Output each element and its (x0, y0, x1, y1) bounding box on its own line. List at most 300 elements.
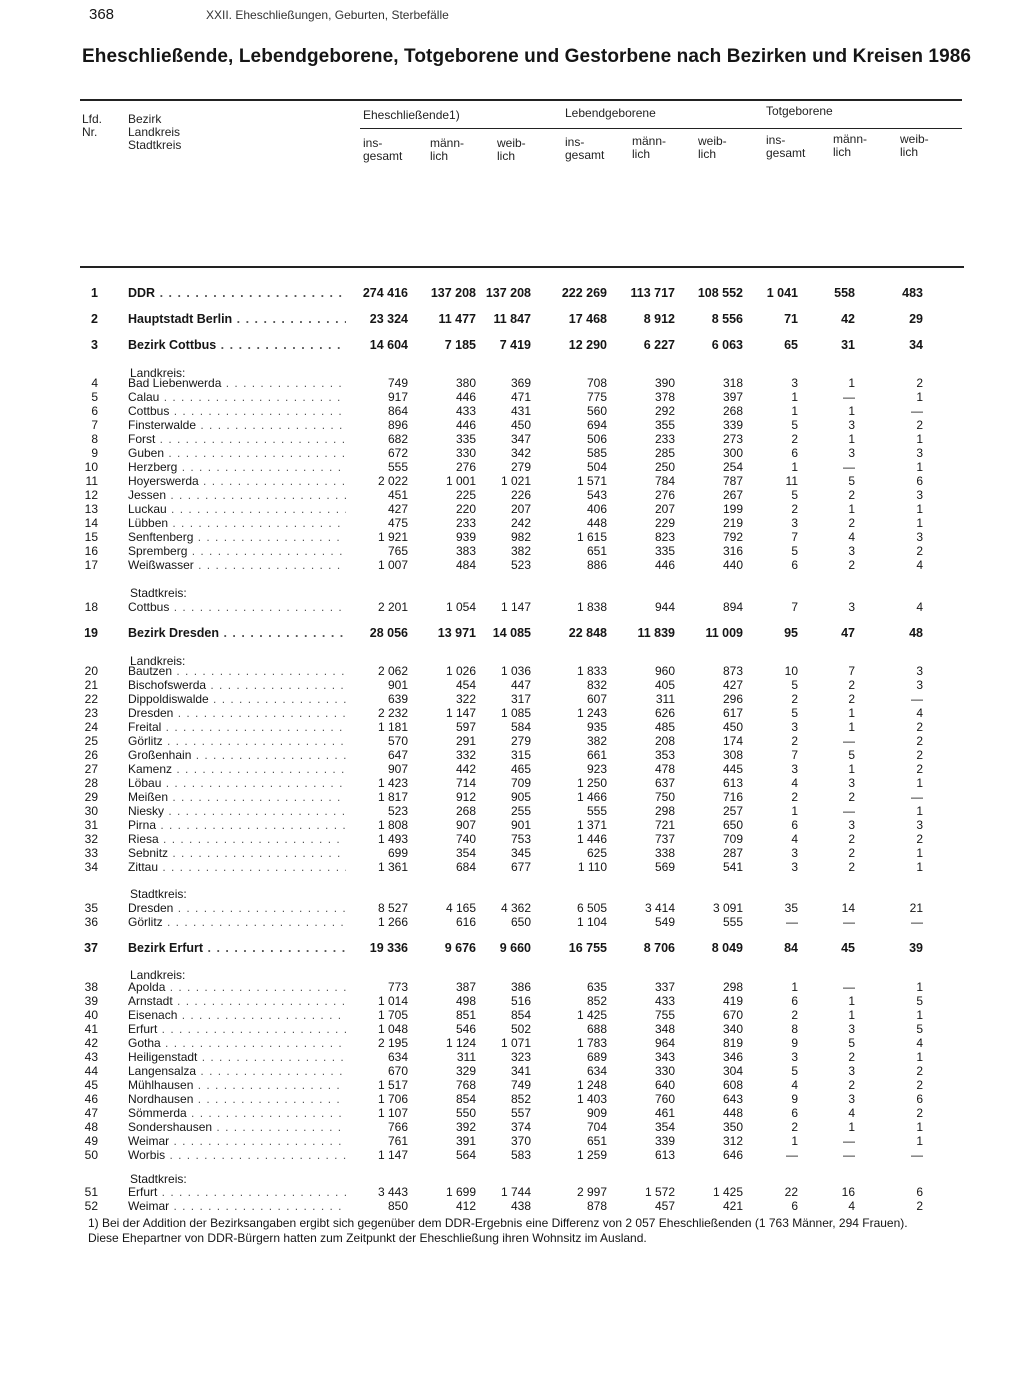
cell-l-weiblich: 300 (722, 446, 743, 460)
table-row (0, 446, 1024, 460)
cell-t-weiblich: 1 (916, 390, 923, 404)
row-number: 6 (91, 404, 98, 418)
cell-e-maennlich: 446 (455, 418, 476, 432)
row-number: 10 (84, 460, 98, 474)
cell-l-insgesamt: 382 (586, 734, 607, 748)
cell-l-insgesamt: 1 250 (576, 776, 607, 790)
cell-t-maennlich: 3 (848, 418, 855, 432)
cell-l-insgesamt: 555 (586, 804, 607, 818)
cell-l-maennlich: 485 (654, 720, 675, 734)
cell-t-maennlich: 2 (848, 790, 855, 804)
table-row (0, 734, 1024, 748)
cell-e-maennlich: 1 054 (445, 600, 476, 614)
row-number: 14 (84, 516, 98, 530)
cell-l-weiblich: 873 (722, 664, 743, 678)
cell-t-insgesamt: 35 (784, 901, 798, 915)
cell-t-maennlich: 1 (848, 376, 855, 390)
cell-e-weiblich: 279 (510, 460, 531, 474)
cell-t-maennlich: 7 (848, 664, 855, 678)
cell-e-insgesamt: 639 (387, 692, 408, 706)
cell-e-weiblich: 854 (510, 1008, 531, 1022)
cell-e-weiblich: 242 (510, 516, 531, 530)
row-name: Gotha . . . (128, 1036, 346, 1050)
row-name: Riesa . . . (128, 832, 346, 846)
cell-e-maennlich: 768 (455, 1078, 476, 1092)
cell-l-weiblich: 709 (722, 832, 743, 846)
cell-e-insgesamt: 1 921 (377, 530, 408, 544)
cell-t-weiblich: 2 (916, 762, 923, 776)
cell-t-insgesamt: 9 (791, 1036, 798, 1050)
cell-t-maennlich: 14 (841, 901, 855, 915)
row-number: 17 (84, 558, 98, 572)
cell-e-insgesamt: 14 604 (369, 338, 408, 352)
cell-e-insgesamt: 1 817 (377, 790, 408, 804)
cell-l-insgesamt: 832 (586, 678, 607, 692)
cell-l-weiblich: 448 (722, 1106, 743, 1120)
cell-l-insgesamt: 16 755 (568, 941, 607, 955)
cell-t-maennlich: 3 (848, 600, 855, 614)
cell-e-weiblich: 1 036 (500, 664, 531, 678)
cell-e-weiblich: 1 744 (500, 1185, 531, 1199)
cell-t-weiblich: 2 (916, 832, 923, 846)
cell-l-insgesamt: 1 833 (576, 664, 607, 678)
cell-l-weiblich: 819 (722, 1036, 743, 1050)
page-number: 368 (89, 6, 115, 23)
cell-e-weiblich: 650 (510, 915, 531, 929)
cell-t-weiblich: 6 (916, 1092, 923, 1106)
cell-t-maennlich: 2 (848, 558, 855, 572)
cell-l-weiblich: 11 009 (705, 626, 743, 640)
table-row (0, 390, 1024, 404)
cell-e-maennlich: 268 (455, 804, 476, 818)
cell-l-insgesamt: 689 (586, 1050, 607, 1064)
table-row (0, 544, 1024, 558)
table-row (0, 432, 1024, 446)
cell-e-maennlich: 383 (455, 544, 476, 558)
cell-t-maennlich: 3 (848, 446, 855, 460)
row-name: Dippoldiswalde . . . (128, 692, 346, 706)
table-row (0, 860, 1024, 874)
cell-l-weiblich: 397 (722, 390, 743, 404)
row-number: 38 (84, 980, 98, 994)
cell-t-insgesamt: 1 (791, 404, 798, 418)
row-name: Bezirk Dresden . . . (128, 625, 346, 641)
row-name: Weißwasser . . . (128, 558, 346, 572)
cell-t-maennlich: — (843, 980, 855, 994)
cell-e-insgesamt: 2 195 (377, 1036, 408, 1050)
cell-l-weiblich: 445 (722, 762, 743, 776)
cell-l-maennlich: 457 (654, 1199, 675, 1213)
cell-t-weiblich: 1 (916, 516, 923, 530)
cell-l-maennlich: 461 (654, 1106, 675, 1120)
row-name: Cottbus . . . (128, 404, 346, 418)
table-row (0, 706, 1024, 720)
cell-t-insgesamt: 71 (784, 312, 798, 326)
row-name: Dresden . . . (128, 706, 346, 720)
cell-t-insgesamt: 3 (791, 846, 798, 860)
cell-l-weiblich: 643 (722, 1092, 743, 1106)
cell-e-insgesamt: 1 147 (377, 1148, 408, 1162)
row-number: 45 (84, 1078, 98, 1092)
cell-l-insgesamt: 661 (586, 748, 607, 762)
cell-l-maennlich: 433 (654, 994, 675, 1008)
cell-e-maennlich: 322 (455, 692, 476, 706)
row-number: 47 (84, 1106, 98, 1120)
cell-t-insgesamt: 1 (791, 804, 798, 818)
table-row (0, 600, 1024, 614)
cell-t-weiblich: 4 (916, 706, 923, 720)
table-row (0, 776, 1024, 790)
cell-l-weiblich: 6 063 (711, 338, 743, 352)
cell-e-maennlich: 446 (455, 390, 476, 404)
row-number: 1 (91, 286, 98, 300)
cell-e-weiblich: 901 (510, 818, 531, 832)
table-row-total (0, 625, 1024, 641)
cell-e-weiblich: 4 362 (500, 901, 531, 915)
table-row (0, 516, 1024, 530)
table-row (0, 418, 1024, 432)
cell-e-insgesamt: 1 266 (377, 915, 408, 929)
group-label-stadtkreis: Stadtkreis: (130, 586, 187, 600)
cell-t-insgesamt: 7 (791, 530, 798, 544)
cell-t-maennlich: 1 (848, 720, 855, 734)
cell-e-weiblich: 557 (510, 1106, 531, 1120)
table-row-total (0, 311, 1024, 327)
table-row (0, 678, 1024, 692)
cell-l-maennlich: 207 (654, 502, 675, 516)
cell-e-maennlich: 329 (455, 1064, 476, 1078)
cell-l-insgesamt: 607 (586, 692, 607, 706)
cell-l-weiblich: 296 (722, 692, 743, 706)
cell-l-maennlich: 760 (654, 1092, 675, 1106)
cell-l-insgesamt: 688 (586, 1022, 607, 1036)
cell-t-insgesamt: 1 041 (766, 286, 798, 300)
cell-e-insgesamt: 1 493 (377, 832, 408, 846)
cell-e-weiblich: 450 (510, 418, 531, 432)
row-name: Langensalza . . . (128, 1064, 346, 1078)
cell-e-insgesamt: 765 (387, 544, 408, 558)
cell-t-weiblich: 4 (916, 558, 923, 572)
row-number: 44 (84, 1064, 98, 1078)
cell-e-weiblich: 465 (510, 762, 531, 776)
cell-e-maennlich: 854 (455, 1092, 476, 1106)
row-name: Sondershausen . . . (128, 1120, 346, 1134)
cell-e-weiblich: 905 (510, 790, 531, 804)
table-row (0, 1008, 1024, 1022)
cell-l-maennlich: 285 (654, 446, 675, 460)
cell-l-weiblich: 199 (722, 502, 743, 516)
cell-t-maennlich: 1 (848, 1120, 855, 1134)
cell-e-maennlich: 220 (455, 502, 476, 516)
cell-t-insgesamt: 6 (791, 1106, 798, 1120)
cell-l-maennlich: 613 (654, 1148, 675, 1162)
cell-l-insgesamt: 1 259 (576, 1148, 607, 1162)
cell-e-weiblich: 583 (510, 1148, 531, 1162)
row-name: Spremberg . . . (128, 544, 346, 558)
cell-l-insgesamt: 708 (586, 376, 607, 390)
cell-t-weiblich: 6 (916, 474, 923, 488)
row-name: Mühlhausen . . . (128, 1078, 346, 1092)
table-row (0, 474, 1024, 488)
cell-l-weiblich: 716 (722, 790, 743, 804)
cell-t-maennlich: 2 (848, 860, 855, 874)
cell-l-maennlich: 390 (654, 376, 675, 390)
row-number: 8 (91, 432, 98, 446)
cell-e-insgesamt: 749 (387, 376, 408, 390)
cell-t-maennlich: 2 (848, 692, 855, 706)
cell-t-insgesamt: 6 (791, 1199, 798, 1213)
cell-t-weiblich: 2 (916, 720, 923, 734)
cell-t-maennlich: 4 (848, 1199, 855, 1213)
cell-t-weiblich: 2 (916, 1199, 923, 1213)
cell-t-insgesamt: 11 (785, 474, 798, 488)
table-row (0, 488, 1024, 502)
cell-l-weiblich: 440 (722, 558, 743, 572)
cell-t-weiblich: 2 (916, 544, 923, 558)
cell-e-maennlich: 442 (455, 762, 476, 776)
cell-t-weiblich: 3 (916, 530, 923, 544)
cell-t-insgesamt: 2 (791, 790, 798, 804)
cell-e-weiblich: 226 (510, 488, 531, 502)
table-row (0, 558, 1024, 572)
cell-e-insgesamt: 19 336 (369, 941, 408, 955)
cell-t-weiblich: 29 (909, 312, 923, 326)
row-name: Freital . . . (128, 720, 346, 734)
cell-t-maennlich: — (843, 1148, 855, 1162)
row-number: 26 (84, 748, 98, 762)
row-number: 42 (84, 1036, 98, 1050)
cell-t-weiblich: 483 (902, 286, 923, 300)
cell-t-maennlich: 2 (848, 678, 855, 692)
cell-e-weiblich: 382 (510, 544, 531, 558)
cell-l-maennlich: 354 (654, 1120, 675, 1134)
cell-l-insgesamt: 543 (586, 488, 607, 502)
col-l-insgesamt: ins- gesamt (565, 135, 605, 162)
cell-l-maennlich: 8 706 (643, 941, 675, 955)
cell-e-maennlich: 1 147 (445, 706, 476, 720)
row-number: 30 (84, 804, 98, 818)
cell-e-insgesamt: 1 361 (377, 860, 408, 874)
cell-e-insgesamt: 766 (387, 1120, 408, 1134)
cell-l-weiblich: 340 (722, 1022, 743, 1036)
row-name: Bautzen . . . (128, 664, 346, 678)
cell-t-maennlich: 1 (848, 502, 855, 516)
cell-e-weiblich: 1 085 (500, 706, 531, 720)
cell-t-weiblich: 1 (916, 846, 923, 860)
row-name: Jessen . . . (128, 488, 346, 502)
cell-t-insgesamt: 3 (791, 720, 798, 734)
cell-t-insgesamt: — (786, 1148, 798, 1162)
cell-l-weiblich: 792 (722, 530, 743, 544)
row-number: 35 (84, 901, 98, 915)
table-row (0, 1022, 1024, 1036)
cell-l-maennlich: 960 (654, 664, 675, 678)
row-name: Luckau . . . (128, 502, 346, 516)
cell-l-weiblich: 257 (722, 804, 743, 818)
cell-e-weiblich: 137 208 (485, 286, 531, 300)
cell-t-weiblich: — (911, 915, 923, 929)
cell-t-weiblich: 2 (916, 418, 923, 432)
cell-l-weiblich: 304 (722, 1064, 743, 1078)
row-name: Weimar . . . (128, 1134, 346, 1148)
cell-e-maennlich: 291 (455, 734, 476, 748)
cell-e-weiblich: 749 (510, 1078, 531, 1092)
cell-t-weiblich: 5 (916, 994, 923, 1008)
table-row (0, 1148, 1024, 1162)
cell-e-weiblich: 255 (510, 804, 531, 818)
cell-l-maennlich: 233 (654, 432, 675, 446)
cell-l-maennlich: 113 717 (630, 286, 675, 300)
cell-e-maennlich: 498 (455, 994, 476, 1008)
cell-l-weiblich: 894 (722, 600, 743, 614)
cell-e-insgesamt: 2 062 (377, 664, 408, 678)
cell-l-insgesamt: 12 290 (568, 338, 607, 352)
cell-l-insgesamt: 6 505 (576, 901, 607, 915)
cell-t-maennlich: 2 (848, 488, 855, 502)
table-row (0, 460, 1024, 474)
cell-t-insgesamt: 1 (791, 1134, 798, 1148)
cell-t-maennlich: — (843, 390, 855, 404)
row-number: 2 (91, 312, 98, 326)
cell-e-maennlich: 1 026 (445, 664, 476, 678)
row-name: Kamenz . . . (128, 762, 346, 776)
cell-e-insgesamt: 1 048 (377, 1022, 408, 1036)
cell-t-maennlich: — (843, 915, 855, 929)
cell-l-insgesamt: 852 (586, 994, 607, 1008)
row-name: Zittau . . . (128, 860, 346, 874)
row-name: Worbis . . . (128, 1148, 346, 1162)
cell-t-maennlich: 1 (848, 762, 855, 776)
cell-l-insgesamt: 1 110 (577, 860, 607, 874)
cell-e-insgesamt: 427 (387, 502, 408, 516)
cell-l-weiblich: 555 (722, 915, 743, 929)
row-number: 18 (84, 600, 98, 614)
table-row (0, 1064, 1024, 1078)
cell-t-maennlich: 45 (841, 941, 855, 955)
cell-l-maennlich: 343 (654, 1050, 675, 1064)
cell-l-maennlich: 292 (654, 404, 675, 418)
footnote-line-2: Diese Ehepartner von DDR-Bürgern hatten zum Zeitpunkt der Eheschließung ihren Wohnsitz im Ausland. (88, 1231, 647, 1245)
col-e-weiblich: weib- lich (497, 136, 526, 163)
cell-t-insgesamt: 9 (791, 1092, 798, 1106)
table-row (0, 404, 1024, 418)
cell-t-maennlich: 4 (848, 1106, 855, 1120)
cell-e-weiblich: 471 (510, 390, 531, 404)
cell-l-maennlich: 11 839 (637, 626, 675, 640)
table-row (0, 1134, 1024, 1148)
cell-e-maennlich: 276 (455, 460, 476, 474)
cell-l-maennlich: 1 572 (644, 1185, 675, 1199)
cell-e-insgesamt: 672 (387, 446, 408, 460)
row-number: 46 (84, 1092, 98, 1106)
row-name: Görlitz . . . (128, 734, 346, 748)
row-number: 43 (84, 1050, 98, 1064)
group-label-landkreis: Landkreis: (130, 654, 186, 668)
cell-e-maennlich: 564 (455, 1148, 476, 1162)
cell-l-insgesamt: 22 848 (568, 626, 607, 640)
cell-e-insgesamt: 28 056 (369, 626, 408, 640)
cell-l-insgesamt: 1 403 (576, 1092, 607, 1106)
cell-e-maennlich: 714 (455, 776, 476, 790)
cell-t-insgesamt: 2 (791, 1008, 798, 1022)
cell-e-insgesamt: 907 (387, 762, 408, 776)
cell-t-maennlich: 4 (848, 530, 855, 544)
row-number: 31 (84, 818, 98, 832)
cell-l-maennlich: 8 912 (643, 312, 675, 326)
row-name: Heiligenstadt . . . (128, 1050, 346, 1064)
cell-l-maennlich: 446 (654, 558, 675, 572)
cell-l-maennlich: 626 (654, 706, 675, 720)
cell-e-weiblich: 7 419 (499, 338, 531, 352)
cell-l-insgesamt: 694 (586, 418, 607, 432)
footnote (88, 1216, 988, 1246)
row-number: 32 (84, 832, 98, 846)
cell-t-weiblich: — (911, 692, 923, 706)
cell-l-maennlich: 637 (654, 776, 675, 790)
cell-e-weiblich: 14 085 (492, 626, 531, 640)
cell-l-maennlich: 964 (654, 1036, 675, 1050)
cell-e-insgesamt: 523 (387, 804, 408, 818)
row-number: 15 (84, 530, 98, 544)
cell-l-weiblich: 419 (722, 994, 743, 1008)
cell-e-weiblich: 753 (510, 832, 531, 846)
cell-e-weiblich: 345 (510, 846, 531, 860)
col-group-lebendgeborene: Lebendgeborene (565, 106, 656, 120)
cell-t-insgesamt: 2 (791, 734, 798, 748)
cell-l-weiblich: 8 049 (711, 941, 743, 955)
row-number: 25 (84, 734, 98, 748)
cell-t-maennlich: 47 (841, 626, 855, 640)
cell-t-maennlich: 1 (848, 1008, 855, 1022)
row-name: Cottbus . . . (128, 600, 346, 614)
cell-l-maennlich: 405 (654, 678, 675, 692)
row-number: 22 (84, 692, 98, 706)
cell-e-maennlich: 332 (455, 748, 476, 762)
cell-l-maennlich: 330 (654, 1064, 675, 1078)
cell-l-maennlich: 378 (654, 390, 675, 404)
cell-l-weiblich: 617 (722, 706, 743, 720)
table-row (0, 818, 1024, 832)
cell-l-weiblich: 318 (722, 376, 743, 390)
cell-t-maennlich: 3 (848, 1064, 855, 1078)
cell-e-weiblich: 502 (510, 1022, 531, 1036)
table-row-total (0, 337, 1024, 353)
cell-e-maennlich: 1 001 (445, 474, 476, 488)
cell-l-maennlich: 549 (654, 915, 675, 929)
cell-t-weiblich: 1 (916, 502, 923, 516)
cell-l-maennlich: 353 (654, 748, 675, 762)
cell-l-insgesamt: 1 104 (576, 915, 607, 929)
cell-e-maennlich: 4 165 (445, 901, 476, 915)
cell-e-weiblich: 9 660 (499, 941, 531, 955)
cell-e-insgesamt: 1 705 (377, 1008, 408, 1022)
cell-t-maennlich: 3 (848, 818, 855, 832)
cell-e-insgesamt: 1 517 (377, 1078, 408, 1092)
cell-l-insgesamt: 923 (586, 762, 607, 776)
cell-t-maennlich: — (843, 1134, 855, 1148)
cell-e-weiblich: 347 (510, 432, 531, 446)
table-row (0, 748, 1024, 762)
cell-l-weiblich: 670 (722, 1008, 743, 1022)
table-row (0, 846, 1024, 860)
row-name: Dresden . . . (128, 901, 346, 915)
cell-t-weiblich: 48 (909, 626, 923, 640)
row-number: 24 (84, 720, 98, 734)
table-row (0, 1092, 1024, 1106)
cell-e-weiblich: 431 (510, 404, 531, 418)
cell-t-insgesamt: 3 (791, 516, 798, 530)
cell-e-weiblich: 374 (510, 1120, 531, 1134)
